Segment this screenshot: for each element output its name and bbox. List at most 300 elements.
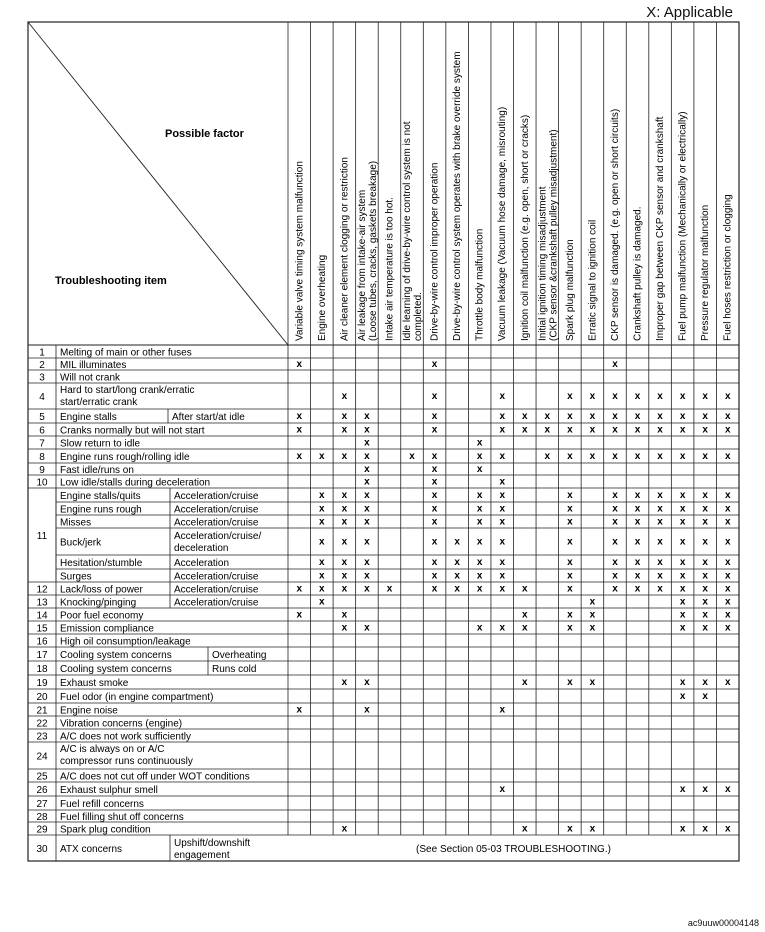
possible-factor-label: Possible factor [165,128,244,140]
row-number: 6 [39,425,45,437]
factor-header-1: Variable valve timing system malfunction [294,161,306,341]
row-number: 25 [36,771,48,783]
applicable-mark: x [679,691,686,702]
applicable-mark: x [702,503,708,515]
troubleshooting-item: Buck/jerk [60,537,102,549]
applicable-mark: x [612,490,618,501]
row-number: 12 [36,584,48,596]
applicable-mark: x [296,609,303,621]
troubleshooting-item: Fuel refill concerns [60,799,144,810]
applicable-mark: x [409,451,415,462]
applicable-mark: x [431,411,438,422]
applicable-mark: x [521,424,528,436]
applicable-mark: x [319,490,325,501]
applicable-mark: x [567,411,573,422]
applicable-mark: x [634,391,641,402]
factor-header-2: Engine overheating [316,254,328,341]
factor-header-6: Idle learning of drive-by-wire control system is notcompleted. [402,121,425,341]
applicable-mark: x [724,411,731,422]
applicable-mark: x [634,490,641,501]
applicable-mark: x [341,490,348,501]
applicable-mark: x [612,557,618,568]
applicable-mark: x [431,451,438,462]
applicable-mark: x [319,557,325,568]
troubleshooting-item: Engine noise [60,705,118,717]
applicable-mark: x [702,411,708,422]
applicable-mark: x [341,451,348,462]
applicable-mark: x [724,609,731,621]
applicable-mark: x [724,784,731,795]
applicable-mark: x [657,557,663,568]
applicable-mark: x [724,622,731,634]
applicable-mark: x [364,490,370,501]
applicable-mark: x [657,424,663,436]
row-number: 7 [39,438,45,450]
applicable-mark: x [544,411,551,422]
troubleshooting-item: Will not crank [60,372,121,384]
applicable-mark: x [634,451,641,462]
applicable-mark: x [724,391,731,402]
troubleshooting-item: A/C does not work sufficiently [60,731,191,743]
factor-header-11: Ignition coil malfunction (e.g. open, short or cracks) [519,114,531,341]
applicable-mark: x [679,570,686,582]
applicable-mark: x [567,677,573,688]
applicable-mark: x [364,536,370,548]
applicable-mark: x [521,583,528,595]
applicable-mark: x [431,490,438,501]
legend-applicable: X: Applicable [646,4,733,21]
applicable-mark: x [724,424,731,436]
applicable-mark: x [589,622,596,634]
condition-text: Acceleration/cruise [174,504,259,516]
row-number: 26 [36,785,48,796]
applicable-mark: x [499,476,506,488]
applicable-mark: x [724,677,731,688]
applicable-mark: x [657,391,663,402]
applicable-mark: x [634,516,641,528]
applicable-mark: x [679,622,686,634]
applicable-mark: x [454,583,460,595]
applicable-mark: x [679,609,686,621]
applicable-mark: x [702,823,708,835]
applicable-mark: x [499,570,506,582]
row-number: 22 [36,718,48,730]
row-number: 23 [36,731,48,743]
applicable-mark: x [612,583,618,595]
troubleshooting-item: Engine runs rough [60,504,142,516]
applicable-mark: x [341,557,348,568]
applicable-mark: x [702,557,708,568]
applicable-mark: x [431,570,438,582]
applicable-mark: x [679,823,686,835]
applicable-mark: x [431,424,438,436]
troubleshooting-item: Engine stalls/quits [60,491,141,502]
applicable-mark: x [431,536,438,548]
applicable-mark: x [341,609,348,621]
applicable-mark: x [319,596,325,608]
applicable-mark: x [567,570,573,582]
applicable-mark: x [341,503,348,515]
applicable-mark: x [476,490,483,501]
condition-text: Acceleration/cruise [174,597,259,609]
row-number: 15 [36,623,48,635]
applicable-mark: x [364,476,370,488]
applicable-mark: x [476,622,483,634]
factor-header-3: Air cleaner element clogging or restriction [339,157,351,341]
applicable-mark: x [476,516,483,528]
condition-text: Acceleration/cruise [174,584,259,596]
applicable-mark: x [589,609,596,621]
applicable-mark: x [724,516,731,528]
row-number: 11 [36,531,48,542]
applicable-mark: x [702,622,708,634]
troubleshooting-item: Fuel odor (in engine compartment) [60,692,214,703]
factor-header-20: Fuel hoses restriction or clogging [722,194,734,341]
factor-header-19: Pressure regulator malfunction [700,204,712,341]
applicable-mark: x [341,391,348,402]
applicable-mark: x [364,570,370,582]
row-number: 10 [36,477,48,489]
applicable-mark: x [476,583,483,595]
condition-text: Runs cold [212,664,257,675]
applicable-mark: x [679,596,686,608]
applicable-mark: x [567,424,573,436]
troubleshooting-item: Engine runs rough/rolling idle [60,452,190,463]
applicable-mark: x [499,583,506,595]
factor-header-16: Crankshaft pulley is damaged. [632,206,644,341]
row-number: 29 [36,824,48,836]
applicable-mark: x [679,424,686,436]
applicable-mark: x [589,823,596,835]
condition-text: Acceleration/cruise [174,571,259,583]
applicable-mark: x [724,583,731,595]
applicable-mark: x [612,570,618,582]
applicable-mark: x [679,451,686,462]
factor-header-17: Improper gap between CKP sensor and crankshaft [655,116,667,341]
row-number: 17 [36,650,48,661]
applicable-mark: x [657,503,663,515]
applicable-mark: x [702,424,708,436]
factor-header-15: CKP sensor is damaged. (e.g. open or short circuits) [609,108,621,341]
applicable-mark: x [296,704,303,716]
row30-note: (See Section 05-03 TROUBLESHOOTING.) [416,844,611,855]
troubleshooting-item: Hesitation/stumble [60,558,143,569]
factor-header-8: Drive-by-wire control system operates with brake override system [452,51,464,341]
applicable-mark: x [657,490,663,501]
troubleshooting-item: Fuel filling shut off concerns [60,812,184,823]
applicable-mark: x [567,536,573,548]
factor-header-12: Initial ignition timing misadjustment(CKP sensor &crankshaft pulley misadjustment) [537,129,560,341]
troubleshooting-item: Vibration concerns (engine) [60,718,183,730]
applicable-mark: x [724,823,731,835]
row-number: 20 [36,692,48,703]
applicable-mark: x [589,424,596,436]
applicable-mark: x [454,557,460,568]
applicable-mark: x [431,557,438,568]
applicable-mark: x [364,464,370,475]
applicable-mark: x [499,622,506,634]
row-number: 30 [36,844,48,855]
applicable-mark: x [612,411,618,422]
applicable-mark: x [679,677,686,688]
row-number: 24 [36,751,48,763]
applicable-mark: x [319,451,325,462]
applicable-mark: x [612,424,618,436]
applicable-mark: x [634,536,641,548]
applicable-mark: x [431,503,438,515]
applicable-mark: x [702,596,708,608]
applicable-mark: x [634,424,641,436]
applicable-mark: x [364,557,370,568]
row-number: 8 [39,452,45,463]
applicable-mark: x [499,411,506,422]
applicable-mark: x [567,823,573,835]
applicable-mark: x [702,784,708,795]
troubleshooting-item: Engine stalls [60,412,117,423]
applicable-mark: x [319,583,325,595]
figure-reference: ac9uuw00004148 [687,918,759,928]
applicable-mark: x [476,464,483,475]
applicable-mark: x [364,704,370,716]
applicable-mark: x [341,411,348,422]
applicable-mark: x [319,570,325,582]
applicable-mark: x [679,411,686,422]
row-number: 13 [36,597,48,609]
factor-header-18: Fuel pump malfunction (Mechanically or electrically) [677,111,689,341]
applicable-mark: x [476,503,483,515]
factor-header-10: Vacuum leakage (Vacuum hose damage, misrouting) [497,106,509,341]
applicable-mark: x [431,359,438,370]
factor-header-14: Erratic signal to ignition coil [587,219,599,341]
applicable-mark: x [544,424,551,436]
applicable-mark: x [499,424,506,436]
applicable-mark: x [521,677,528,688]
applicable-mark: x [544,451,551,462]
applicable-mark: x [589,677,596,688]
applicable-mark: x [679,516,686,528]
applicable-mark: x [364,583,370,595]
troubleshooting-item: Cranks normally but will not start [60,425,205,437]
applicable-mark: x [499,704,506,716]
applicable-mark: x [702,570,708,582]
applicable-mark: x [499,557,506,568]
troubleshooting-item: Hard to start/long crank/erratic start/erratic crank [60,385,195,408]
applicable-mark: x [612,503,618,515]
applicable-mark: x [364,451,370,462]
applicable-mark: x [702,583,708,595]
applicable-mark: x [364,677,370,688]
applicable-mark: x [296,451,303,462]
applicable-mark: x [634,583,641,595]
troubleshooting-item: Cooling system concerns [60,650,172,661]
applicable-mark: x [567,516,573,528]
troubleshooting-item: Emission compliance [60,623,154,635]
row-number: 4 [39,392,45,403]
troubleshooting-item: A/C is always on or A/C compressor runs continuously [60,744,193,767]
applicable-mark: x [364,622,370,634]
applicable-mark: x [634,557,641,568]
condition-text: Overheating [212,650,267,661]
row-number: 27 [36,799,48,810]
applicable-mark: x [567,622,573,634]
troubleshooting-item: Melting of main or other fuses [60,347,192,359]
applicable-mark: x [702,516,708,528]
row-number: 3 [39,372,45,384]
applicable-mark: x [612,451,618,462]
applicable-mark: x [702,391,708,402]
troubleshooting-item-label: Troubleshooting item [55,275,167,287]
row-number: 18 [36,664,48,675]
applicable-mark: x [521,622,528,634]
applicable-mark: x [679,557,686,568]
condition-text: Upshift/downshift engagement [174,838,251,861]
applicable-mark: x [567,583,573,595]
applicable-mark: x [454,570,460,582]
applicable-mark: x [567,503,573,515]
applicable-mark: x [341,622,348,634]
applicable-mark: x [341,583,348,595]
applicable-mark: x [702,677,708,688]
header-diagonal [28,22,288,345]
applicable-mark: x [386,583,393,595]
applicable-mark: x [499,391,506,402]
troubleshooting-item: Exhaust smoke [60,678,129,689]
applicable-mark: x [476,437,483,449]
applicable-mark: x [476,570,483,582]
troubleshooting-item: Poor fuel economy [60,610,144,622]
applicable-mark: x [431,391,438,402]
applicable-mark: x [499,451,506,462]
applicable-mark: x [296,411,303,422]
troubleshooting-item: Knocking/pinging [60,597,137,609]
troubleshooting-item: Lack/loss of power [60,584,143,596]
applicable-mark: x [702,536,708,548]
applicable-mark: x [476,536,483,548]
applicable-mark: x [296,583,303,595]
applicable-mark: x [499,516,506,528]
factor-header-7: Drive-by-wire control improper operation [429,162,441,341]
applicable-mark: x [567,490,573,501]
condition-text: Acceleration/cruise/ deceleration [174,531,262,554]
troubleshooting-item: Misses [60,517,92,529]
applicable-mark: x [521,823,528,835]
applicable-mark: x [724,536,731,548]
troubleshooting-item: ATX concerns [60,844,123,855]
applicable-mark: x [364,424,370,436]
applicable-mark: x [431,464,438,475]
applicable-mark: x [567,609,573,621]
applicable-mark: x [364,437,370,449]
applicable-mark: x [612,359,618,370]
applicable-mark: x [657,516,663,528]
applicable-mark: x [476,451,483,462]
applicable-mark: x [341,516,348,528]
applicable-mark: x [724,451,731,462]
factor-header-13: Spark plug malfunction [564,239,576,341]
troubleshooting-item: A/C does not cut off under WOT conditions [60,771,250,783]
applicable-mark: x [499,536,506,548]
applicable-mark: x [431,476,438,488]
row-number: 5 [39,412,45,423]
applicable-mark: x [454,536,460,548]
row-number: 21 [36,705,48,717]
applicable-mark: x [431,516,438,528]
applicable-mark: x [679,784,686,795]
applicable-mark: x [634,503,641,515]
troubleshooting-item: Surges [60,571,92,583]
applicable-mark: x [612,516,618,528]
applicable-mark: x [319,516,325,528]
applicable-mark: x [431,583,438,595]
troubleshooting-item: Fast idle/runs on [60,465,134,476]
applicable-mark: x [589,596,596,608]
applicable-mark: x [499,503,506,515]
condition-text: Acceleration [174,558,230,569]
applicable-mark: x [679,490,686,501]
row-number: 16 [36,636,48,648]
troubleshooting-item: Low idle/stalls during deceleration [60,477,211,489]
applicable-mark: x [589,391,596,402]
applicable-mark: x [567,451,573,462]
applicable-mark: x [341,570,348,582]
troubleshooting-item: Spark plug condition [60,824,151,836]
applicable-mark: x [499,784,506,795]
applicable-mark: x [679,503,686,515]
applicable-mark: x [679,583,686,595]
applicable-mark: x [657,583,663,595]
applicable-mark: x [476,557,483,568]
applicable-mark: x [296,424,303,436]
condition-text: Acceleration/cruise [174,491,259,502]
applicable-mark: x [657,451,663,462]
applicable-mark: x [567,391,573,402]
row-number: 14 [36,610,48,622]
applicable-mark: x [679,536,686,548]
condition-text: Acceleration/cruise [174,517,259,529]
row-number: 9 [39,465,45,476]
applicable-mark: x [724,490,731,501]
condition-text: After start/at idle [172,412,245,423]
row-number: 2 [39,360,45,371]
applicable-mark: x [364,411,370,422]
factor-header-4: Air leakage from intake-air system(Loose tubes, cracks, gaskets breakage) [356,160,379,341]
applicable-mark: x [296,359,303,370]
applicable-mark: x [657,411,663,422]
applicable-mark: x [634,411,641,422]
row-number: 28 [36,812,48,823]
applicable-mark: x [724,503,731,515]
factor-header-9: Throttle body malfunction [474,228,486,341]
applicable-mark: x [702,490,708,501]
applicable-mark: x [319,503,325,515]
troubleshooting-item: Exhaust sulphur smell [60,785,158,796]
applicable-mark: x [724,596,731,608]
applicable-mark: x [657,536,663,548]
row-number: 19 [36,678,48,689]
applicable-mark: x [364,516,370,528]
troubleshooting-item: MIL illuminates [60,360,127,371]
troubleshooting-item: Slow return to idle [60,438,141,450]
applicable-mark: x [341,424,348,436]
applicable-mark: x [341,677,348,688]
applicable-mark: x [364,503,370,515]
applicable-mark: x [702,691,708,702]
applicable-mark: x [589,411,596,422]
applicable-mark: x [341,536,348,548]
applicable-mark: x [679,391,686,402]
applicable-mark: x [702,609,708,621]
applicable-mark: x [521,411,528,422]
